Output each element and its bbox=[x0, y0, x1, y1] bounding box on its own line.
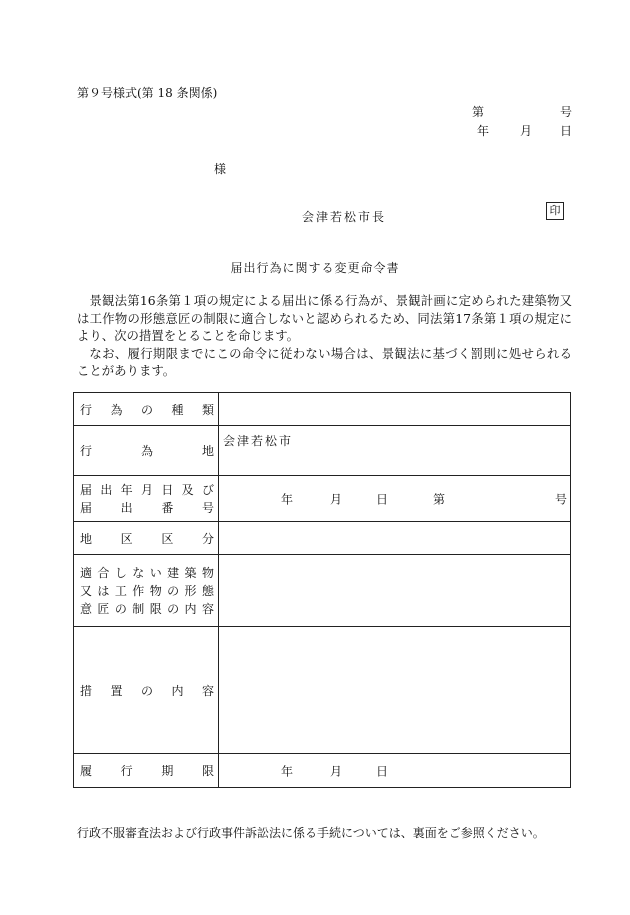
issue-date-month: 月 bbox=[520, 124, 533, 138]
table-row bbox=[74, 476, 571, 522]
table-row bbox=[74, 627, 571, 754]
document-title: 届出行為に関する変更命令書 bbox=[230, 261, 400, 275]
deadline-field[interactable] bbox=[219, 754, 571, 788]
form-number: 第９号様式(第 18 条関係) bbox=[77, 86, 218, 100]
measure-field[interactable] bbox=[219, 627, 571, 754]
table-row bbox=[74, 426, 571, 476]
notification-field[interactable] bbox=[219, 476, 571, 522]
notify-number-prefix: 第 bbox=[433, 492, 446, 506]
notify-day: 日 bbox=[376, 492, 389, 506]
addressee: 様 bbox=[214, 162, 227, 176]
table-row bbox=[74, 754, 571, 788]
table-row bbox=[74, 555, 571, 627]
footer-note: 行政不服審査法および行政事件訴訟法に係る手続については、裏面をご参照ください。 bbox=[77, 826, 545, 840]
issue-date-year: 年 bbox=[477, 124, 490, 138]
table-row bbox=[74, 522, 571, 555]
deadline-year: 年 bbox=[281, 764, 294, 778]
document-number-prefix: 第 bbox=[472, 105, 485, 119]
table-row bbox=[74, 393, 571, 426]
nonconformity-field[interactable] bbox=[219, 555, 571, 627]
action-type-field[interactable] bbox=[219, 393, 571, 426]
district-field[interactable] bbox=[219, 522, 571, 555]
body-paragraph: 景観法第16条第１項の規定による届出に係る行為が、景観計画に定められた建築物又は工作物の形態意匠の制限に適合しないと認められるため、同法第17条第１項の規定により、次の措置をとることを命じます。 bbox=[77, 293, 572, 344]
measure-label: 措 置 の 内 容 bbox=[74, 627, 219, 754]
body-text bbox=[77, 292, 572, 380]
deadline-day: 日 bbox=[376, 764, 389, 778]
deadline-label: 履 行 期 限 bbox=[74, 754, 219, 788]
action-place-label: 行 為 地 bbox=[74, 426, 219, 476]
seal-mark: 印 bbox=[546, 202, 564, 220]
nonconformity-label: 適 合 し な い 建 築 物 又 は 工 作 物 の 形 態 意 匠 の 制 限 の 内 容 bbox=[74, 555, 219, 627]
issuer-name: 会津若松市長 bbox=[302, 210, 387, 224]
notify-number-suffix: 号 bbox=[555, 492, 568, 506]
district-label: 地 区 区 分 bbox=[74, 522, 219, 555]
document-number-suffix: 号 bbox=[559, 105, 572, 119]
notification-label: 届 出 年 月 日 及 び 届 出 番 号 bbox=[74, 476, 219, 522]
issue-date-day: 日 bbox=[559, 124, 572, 138]
action-place-value: 会津若松市 bbox=[223, 434, 294, 448]
body-paragraph: なお、履行期限までにこの命令に従わない場合は、景観法に基づく罰則に処せられることがあります。 bbox=[77, 345, 572, 379]
action-place-field[interactable] bbox=[219, 426, 571, 476]
order-details-table bbox=[73, 392, 571, 788]
deadline-month: 月 bbox=[330, 764, 343, 778]
notify-year: 年 bbox=[281, 492, 294, 506]
action-type-label: 行 為 の 種 類 bbox=[74, 393, 219, 426]
notify-month: 月 bbox=[330, 492, 343, 506]
